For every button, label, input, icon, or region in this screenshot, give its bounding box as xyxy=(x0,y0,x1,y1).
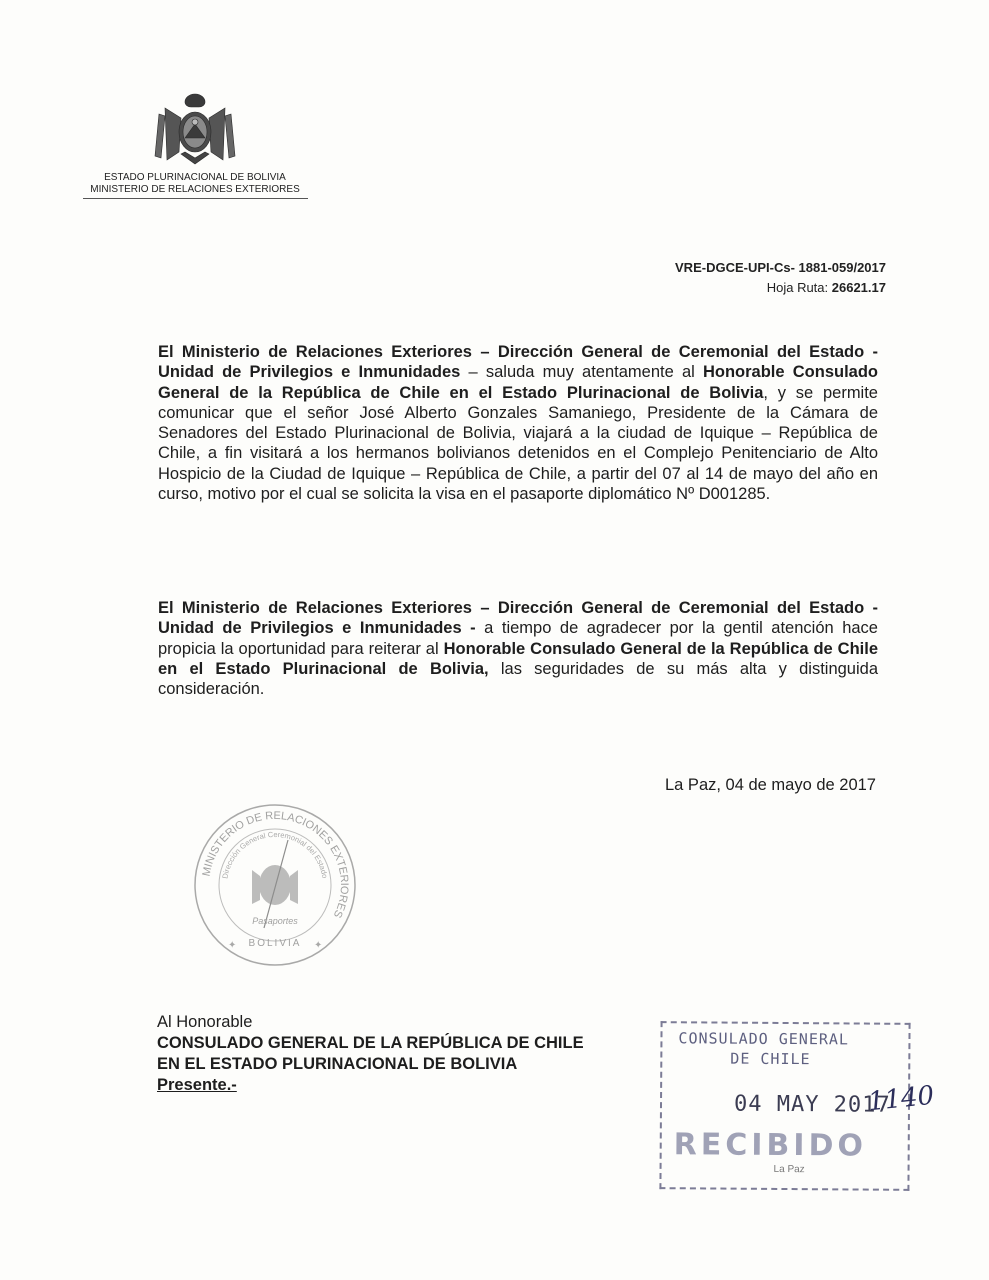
seal-star-icon: ✦ xyxy=(228,940,237,951)
letter-date: La Paz, 04 de mayo de 2017 xyxy=(665,776,876,794)
p1-recipient: Honorable Consulado General de la República de Chile en el Estado Plurinacional de Bolivia xyxy=(158,363,878,402)
addressee-consulate: CONSULADO GENERAL DE LA REPÚBLICA DE CHILE xyxy=(157,1034,584,1052)
seal-bottom-text: BOLIVIA xyxy=(248,938,302,949)
stamp-city: La Paz xyxy=(773,1163,805,1176)
coat-of-arms-icon xyxy=(145,90,245,170)
stamp-received: RECIBIDO xyxy=(673,1127,868,1164)
seal-emblem-icon xyxy=(252,865,298,905)
p2-recipient: Honorable Consulado General de la República de Chile en el Estado Plurinacional de Bolivia, xyxy=(158,639,878,678)
stamp-date: 04 MAY 2017 xyxy=(733,1091,891,1118)
p2-regards: las seguridades de su más alta y distinguida consideración. xyxy=(158,659,879,699)
p2-sender: El Ministerio de Relaciones Exteriores – Dirección General de Ceremonial del Estado - Unidad de Privilegios e Inmunidades - xyxy=(158,599,878,638)
ministry-seal xyxy=(190,800,360,970)
addressee-block xyxy=(157,1012,584,1096)
p1-greeting: – saluda muy atentamente al xyxy=(460,363,703,382)
addressee-honorific: Al Honorable xyxy=(157,1013,253,1031)
paragraph-request xyxy=(158,342,878,504)
seal-inner-text: Dirección General Ceremonial del Estado xyxy=(220,829,330,880)
seal-middle-text: Pasaportes xyxy=(252,916,298,926)
letterhead-state: ESTADO PLURINACIONAL DE BOLIVIA xyxy=(104,172,286,183)
handwritten-number: 1140 xyxy=(866,1080,936,1118)
p2-thanks: a tiempo de agradecer por la gentil atención hace propicia la oportunidad para reiterar al xyxy=(158,619,878,658)
stamp-consulate-line: CONSULADO GENERAL xyxy=(678,1029,850,1049)
paragraph-closing xyxy=(158,598,878,699)
letterhead xyxy=(80,90,310,199)
hoja-ruta-value: 26621.17 xyxy=(831,280,886,295)
letterhead-rule xyxy=(83,198,308,199)
hoja-ruta-label: Hoja Ruta: xyxy=(766,280,832,295)
p1-sender: El Ministerio de Relaciones Exteriores – Dirección General de Ceremonial del Estado - Unidad de Privilegios e Inmunidades xyxy=(158,343,878,382)
seal-outer-text: MINISTERIO DE RELACIONES EXTERIORES xyxy=(200,809,351,920)
addressee-presente: Presente.- xyxy=(157,1076,237,1094)
stamp-country-line: DE CHILE xyxy=(730,1049,811,1069)
p1-body: , y se permite comunicar que el señor José Alberto Gonzales Samaniego, Presidente de la Cámara de Senadores del Estado Plurinacional de Bolivia, viajará a la ciudad de Iquique – República de Chile, a fin visitará a los hermanos bolivianos detenidos en el Complejo Penitenciario de Alto Hospicio de la Ciudad de Iquique – República de Chile, a partir del 07 al 14 de mayo del año en curso, motivo por el cual se solicita la visa en el pasaporte diplomático Nº D001285. xyxy=(158,383,878,504)
addressee-state: EN EL ESTADO PLURINACIONAL DE BOLIVIA xyxy=(157,1055,518,1073)
seal-star-icon: ✦ xyxy=(314,940,323,951)
letterhead-ministry: MINISTERIO DE RELACIONES EXTERIORES xyxy=(90,184,300,195)
reference-code: VRE-DGCE-UPI-Cs- 1881-059/2017 xyxy=(675,260,886,275)
reference-block xyxy=(675,258,886,298)
